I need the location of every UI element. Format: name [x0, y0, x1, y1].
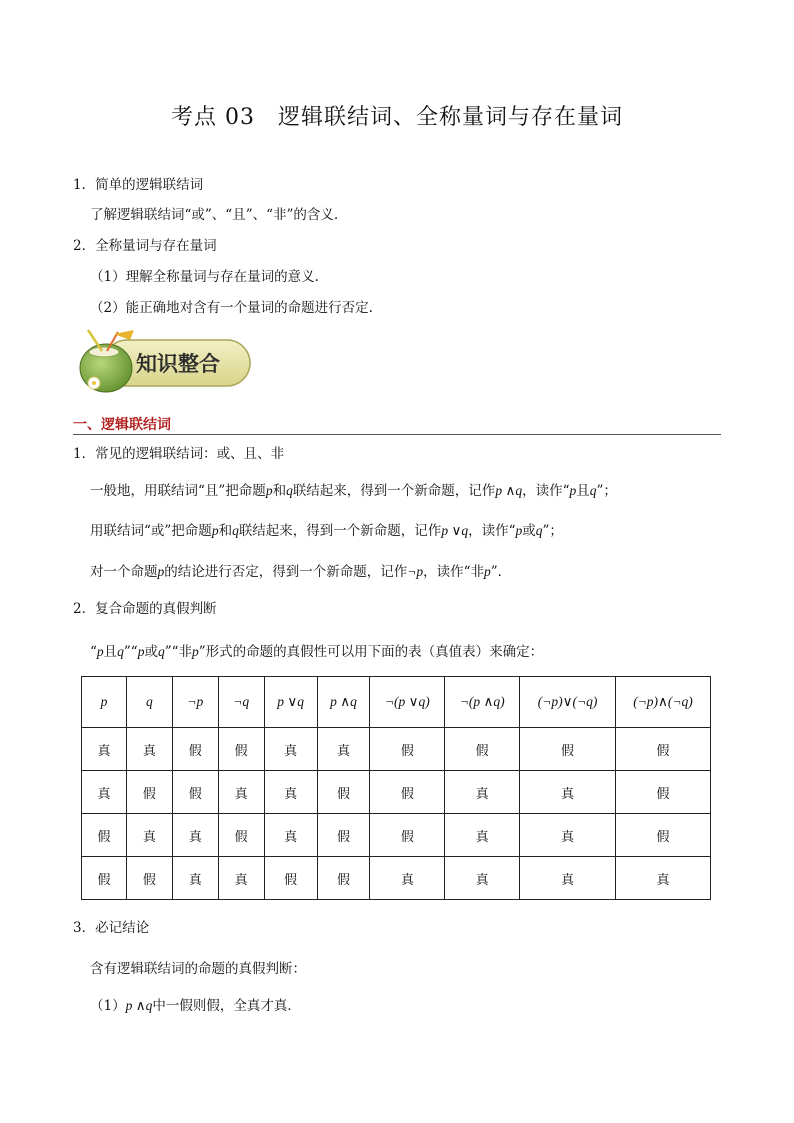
table-row: [82, 728, 711, 771]
table-cell: 真: [317, 728, 370, 771]
intro-item2-sub1: （1）理解全称量词与存在量词的意义.: [90, 269, 319, 285]
table-row: [82, 857, 711, 900]
table-cell: 真: [445, 814, 520, 857]
truth-table-header-row: [82, 677, 711, 728]
subsection-1-heading: 1．常见的逻辑联结词：或、且、非: [73, 446, 285, 462]
table-header-cell: ¬(p ∨q): [370, 677, 445, 728]
table-header-cell: (¬p)∧(¬q): [615, 677, 710, 728]
truth-table: [81, 676, 711, 900]
table-cell: 真: [172, 857, 218, 900]
table-row: [82, 771, 711, 814]
page-title: 考点 03 逻辑联结词、全称量词与存在量词: [171, 105, 623, 130]
paragraph-and: 一般地，用联结词“且”把命题p和q联结起来，得到一个新命题，记作p ∧q，读作“p且q”；: [90, 483, 617, 499]
table-cell: 假: [370, 814, 445, 857]
table-cell: 假: [615, 814, 710, 857]
table-header-cell: p ∨q: [264, 677, 317, 728]
table-cell: 真: [172, 814, 218, 857]
table-header-cell: p: [82, 677, 127, 728]
truth-table-intro: “p且q”“p或q”“非p”形式的命题的真假性可以用下面的表（真值表）来确定：: [90, 644, 544, 660]
conclusion-item-1: （1）p ∧q中一假则假，全真才真．: [90, 998, 301, 1014]
table-cell: 真: [218, 771, 264, 814]
table-cell: 真: [520, 814, 616, 857]
table-cell: 假: [172, 728, 218, 771]
table-cell: 假: [264, 857, 317, 900]
table-header-cell: ¬(p ∧q): [445, 677, 520, 728]
table-cell: 假: [82, 857, 127, 900]
table-cell: 假: [317, 814, 370, 857]
table-cell: 真: [370, 857, 445, 900]
table-cell: 假: [370, 728, 445, 771]
table-cell: 真: [218, 857, 264, 900]
table-cell: 假: [317, 857, 370, 900]
knowledge-banner: [74, 328, 254, 398]
section-heading: 一、逻辑联结词: [73, 417, 171, 433]
table-cell: 真: [126, 728, 172, 771]
table-cell: 真: [126, 814, 172, 857]
table-cell: 真: [264, 728, 317, 771]
intro-item1-text: 了解逻辑联结词“或”、“且”、“非”的含义.: [90, 207, 339, 223]
table-cell: 真: [520, 771, 616, 814]
table-row: [82, 814, 711, 857]
paragraph-not: 对一个命题p的结论进行否定，得到一个新命题，记作¬p，读作“非p”．: [90, 564, 512, 580]
intro-item1-heading: 1．简单的逻辑联结词: [73, 177, 204, 193]
table-cell: 真: [82, 728, 127, 771]
subsection-2-heading: 2．复合命题的真假判断: [73, 601, 217, 617]
table-cell: 假: [218, 814, 264, 857]
table-cell: 假: [172, 771, 218, 814]
table-cell: 假: [126, 771, 172, 814]
intro-item2-sub2: （2）能正确地对含有一个量词的命题进行否定.: [90, 300, 373, 316]
table-cell: 假: [445, 728, 520, 771]
table-cell: 假: [520, 728, 616, 771]
table-cell: 假: [317, 771, 370, 814]
table-header-cell: (¬p)∨(¬q): [520, 677, 616, 728]
table-header-cell: p ∧q: [317, 677, 370, 728]
table-cell: 真: [264, 814, 317, 857]
table-cell: 真: [615, 857, 710, 900]
table-cell: 真: [445, 771, 520, 814]
table-header-cell: ¬p: [172, 677, 218, 728]
paragraph-or: 用联结词“或”把命题p和q联结起来，得到一个新命题，记作p ∨q，读作“p或q”；: [90, 523, 563, 539]
conclusion-intro: 含有逻辑联结词的命题的真假判断：: [90, 961, 306, 977]
table-cell: 假: [370, 771, 445, 814]
banner-label: 知识整合: [136, 352, 220, 376]
table-cell: 真: [82, 771, 127, 814]
table-cell: 假: [615, 728, 710, 771]
table-header-cell: ¬q: [218, 677, 264, 728]
section-divider: [73, 434, 721, 435]
table-cell: 假: [126, 857, 172, 900]
table-cell: 假: [82, 814, 127, 857]
subsection-3-heading: 3．必记结论: [73, 920, 150, 936]
intro-item2-heading: 2．全称量词与存在量词: [73, 238, 217, 254]
table-cell: 真: [445, 857, 520, 900]
table-header-cell: q: [126, 677, 172, 728]
table-cell: 假: [218, 728, 264, 771]
table-cell: 真: [520, 857, 616, 900]
table-cell: 真: [264, 771, 317, 814]
table-cell: 假: [615, 771, 710, 814]
